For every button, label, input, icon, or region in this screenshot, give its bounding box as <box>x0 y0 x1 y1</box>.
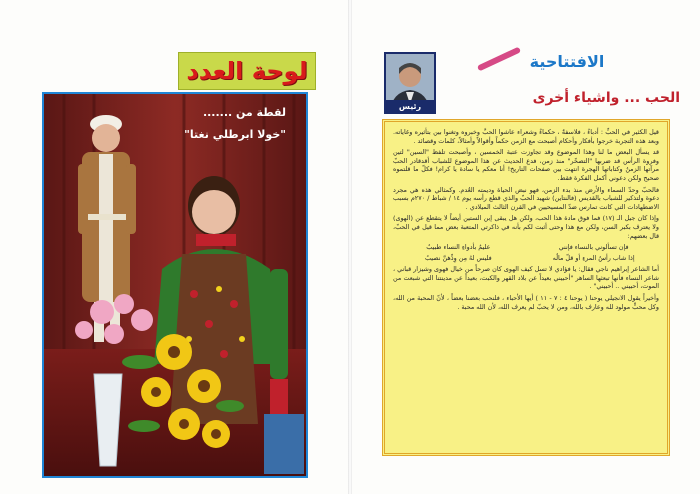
editorial-paragraph: أما الشاعر إبراهيم ناجي فقال: يا فؤادي لا تسل كيف الهوى كان صرحاً من خيال فهوى وشيزار قباني ، شاعر النساء فأنها تبعثها الساهر "أحبيني بعيداً عن بلاد القهر والكبت، بعيداً عن مدينتنا التي شبعت من الموت، أحبيني .. أحبيني" . <box>393 265 659 291</box>
poem-verse <box>403 243 649 252</box>
article-title: الحب ... واشياء أخرى <box>532 90 680 106</box>
editorial-paragraph: فالحبّ وحدّ السماء والأرض منذ بدء الزمن، فهو نبض الحياة وديمته العُدم. وكمثالي هذه هي مجرد دعوة ولتذكير للشباب بالقديس (فالنتاين) شهيد الحبّ والذي قطع رأسه يوم ١٤ / شباط / ٢٧٠م بسبب الاضطهادات التي كانت تمارس ضدّ المسيحيين في القرن الثالث الميلادي . <box>393 185 660 211</box>
caption-line-1: لقطة من ....... <box>202 106 286 119</box>
cover-photo <box>42 92 308 478</box>
editorial-paragraph: قد يسأل البعض ما لنا وهذا الموضوع وقد تجاوزت عتبة الخمسين ، وأصبحت تلفظ "السين" لتين وفروة الرأس قد ضربها "التصحّر" منذ زمن، فدع الحديث عن هذا الموضوع للشباب أقدقادر الحبّ مرآتها الزمنُ وكتاباتها الهجرة انتهت بين صفحات التاريخ! أنا معكم يا سادة يا كرام! فكلّ ما قلتموه صحيح ولكن دعوني أكمل الفكرة فقط. <box>393 148 659 182</box>
editorial-paragraph: وإذا كان جيل الـ (١٧) فما فوق مادة هذا الحب، ولكن هل يبقى إبن الستين أيضاً لا يتقطع عن (الهوى) ولا يعترف بكبر السن، ولكن مع هذا وحتى أثبت لكم بأنه في ذاكرتي المتعبة بعض مما قيل في الحبّ، قال بعضهم: <box>393 214 659 240</box>
page-gutter <box>348 0 352 494</box>
editor-label: رئيس <box>384 100 436 114</box>
issue-picture-title-box <box>178 52 316 90</box>
editorial-paragraph: وأخيراً يقول الانجيلي يوحنا ( يوحنا ٤ : ٧ - ١١ ) أيها الأحباء ، فلنحب بعضنا بعضاً ، لأنّ المحبة من الله، وكل محبٍّ مولود لله وعارف بالله، ومن لا يحبّ لم يعرف الله، لأن الله محبة . <box>393 293 659 311</box>
poem-hemistich: عليمٌ بأدواءِ النساء طبيبُ <box>426 243 491 252</box>
poem-hemistich: فإن تسألوني بالنساء فإنني <box>558 243 629 252</box>
editorial-text-box <box>382 119 670 456</box>
caption-line-2: "خولا ابرطلي نغتا" <box>184 128 286 141</box>
poem-verse <box>403 254 649 263</box>
issue-picture-title: لوحة العدد <box>186 57 308 85</box>
poem-hemistich: فليس لهُ مِن وِدِّهنَّ نصيبُ <box>424 254 492 263</box>
editorial-paragraph: قيل الكثير في الحبِّ : أدباءٌ ، فلاسفةٌ ، حكماءٌ وشعراء عاشوا الحبَّ وخبروه وتغنوا بين بتأثيره وغاياته. وبعد هذه التجربة خرجوا بأفكار وأحكام أصبحت مع الزمن حكماً وأقوالاً وأمثالاً، كلمات وقصائد . <box>393 128 659 145</box>
poem-hemistich: إذا شاب رأسُ المرءِ أو قلّ مالُه <box>552 254 635 263</box>
section-title: الافتتاحية <box>529 52 605 71</box>
children-photo-illustration <box>44 94 306 476</box>
